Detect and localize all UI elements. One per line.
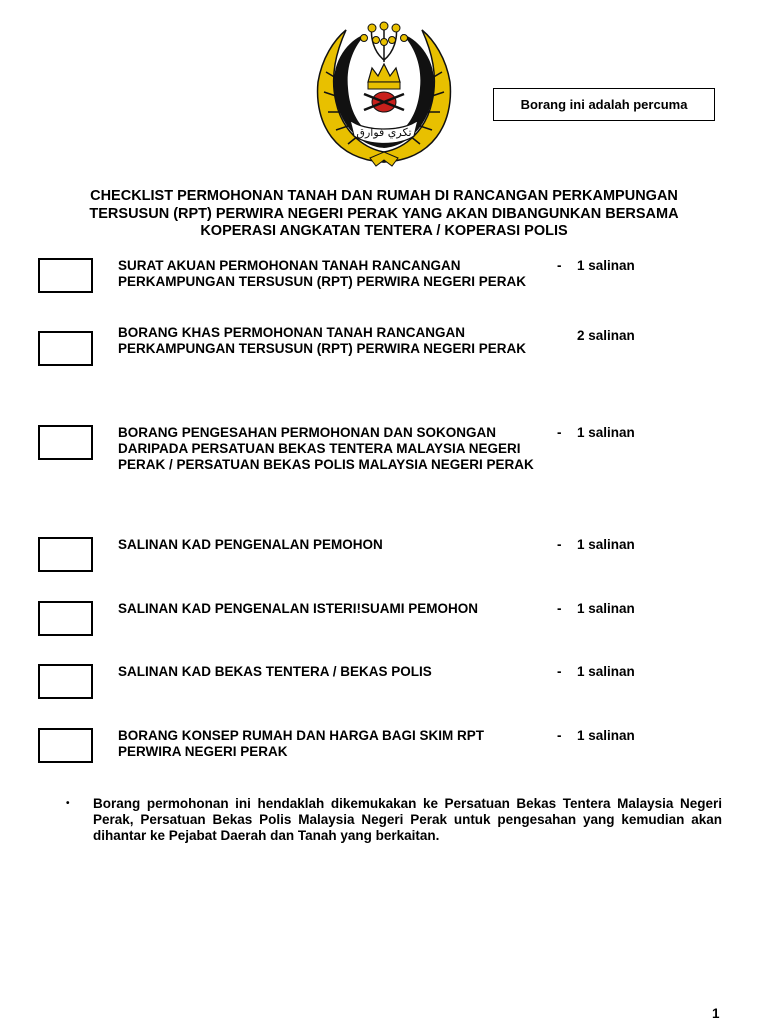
title-line-2: TERSUSUN (RPT) PERWIRA NEGERI PERAK YANG AKAN DIBANGUNKAN BERSAMA — [89, 205, 679, 222]
item-label: BORANG KHAS PERMOHONAN TANAH RANCANGAN PERKAMPUNGAN TERSUSUN (RPT) PERWIRA NEGERI PERAK — [118, 325, 527, 356]
item-quantity: 1 salinan — [577, 728, 635, 743]
page-number: 1 — [712, 1006, 720, 1021]
checkbox[interactable] — [38, 537, 93, 572]
item-dash: - — [557, 728, 562, 743]
checkbox[interactable] — [38, 728, 93, 763]
title-line-1: CHECKLIST PERMOHONAN TANAH DAN RUMAH DI RANCANGAN PERKAMPUNGAN — [90, 188, 678, 204]
item-label: SALINAN KAD PENGENALAN ISTERI!SUAMI PEMOHON — [118, 601, 479, 616]
checkbox[interactable] — [38, 331, 93, 366]
checkbox[interactable] — [38, 664, 93, 699]
item-dash: - — [557, 601, 562, 616]
item-quantity: 1 salinan — [577, 258, 635, 273]
checkbox[interactable] — [38, 601, 93, 636]
item-quantity: 1 salinan — [577, 425, 635, 440]
checkbox[interactable] — [38, 258, 93, 293]
item-label: BORANG PENGESAHAN PERMOHONAN DAN SOKONGAN DARIPADA PERSATUAN BEKAS TENTERA MALAYSIA NEGERI PERAK / PERSATUAN BEKAS POLIS MALAYSIA NEGERI PERAK — [118, 425, 534, 472]
item-label: SURAT AKUAN PERMOHONAN TANAH RANCANGAN PERKAMPUNGAN TERSUSUN (RPT) PERWIRA NEGERI PERAK — [118, 258, 527, 289]
item-quantity: 1 salinan — [577, 537, 635, 552]
page-title — [40, 188, 728, 241]
item-quantity: 1 salinan — [577, 601, 635, 616]
perak-crest-logo — [306, 12, 462, 178]
item-dash: - — [557, 537, 562, 552]
item-dash: - — [557, 664, 562, 679]
item-quantity: 2 salinan — [577, 328, 635, 343]
title-line-3: KOPERASI ANGKATAN TENTERA / KOPERASI POLIS — [200, 223, 568, 239]
item-quantity: 1 salinan — [577, 664, 635, 679]
item-dash: - — [557, 425, 562, 440]
item-label: SALINAN KAD BEKAS TENTERA / BEKAS POLIS — [118, 664, 432, 679]
note-text: Borang permohonan ini hendaklah dikemukakan ke Persatuan Bekas Tentera Malaysia Negeri Perak, Persatuan Bekas Polis Malaysia Negeri Perak untuk pengesahan yang kemudian akan dihantar ke Pejabat Daerah dan Tanah yang berkaitan. — [93, 796, 722, 843]
item-dash: - — [557, 258, 562, 273]
free-form-notice: Borang ini adalah percuma — [493, 88, 715, 121]
crest-motto: ﺗﻜﺮﻱ ﻓﻮﺍﺭﻕ — [356, 126, 412, 139]
item-label: SALINAN KAD PENGENALAN PEMOHON — [118, 537, 383, 552]
item-label: BORANG KONSEP RUMAH DAN HARGA BAGI SKIM RPT PERWIRA NEGERI PERAK — [118, 728, 485, 759]
checkbox[interactable] — [38, 425, 93, 460]
bullet: • — [66, 798, 70, 809]
